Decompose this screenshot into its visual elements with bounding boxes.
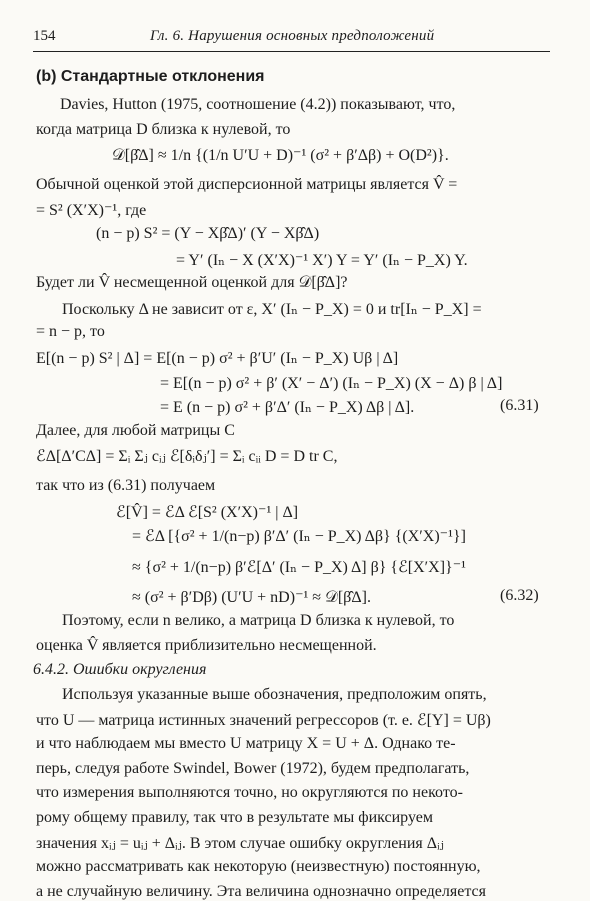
- equation-number: (6.32): [500, 587, 539, 605]
- equation: = ℰΔ [{σ² + 1/(n−p) β′Δ′ (Iₙ − P_X) Δβ} {(X′X)⁻¹}]: [132, 528, 466, 546]
- text-line: перь, следуя работе Swindel, Bower (1972), будем предполагать,: [36, 759, 470, 777]
- text-line: Далее, для любой матрицы C: [36, 421, 235, 439]
- subsection-title: 6.4.2. Ошибки округления: [33, 661, 207, 679]
- text-line: Поэтому, если n велико, а матрица D близка к нулевой, то: [62, 612, 455, 629]
- equation: = E[(n − p) σ² + β′ (X′ − Δ′) (Iₙ − P_X) (X − Δ) β | Δ]: [160, 374, 503, 392]
- equation: ≈ {σ² + 1/(n−p) β′ℰ[Δ′ (Iₙ − P_X) Δ] β} {ℰ[X′X]}⁻¹: [132, 558, 466, 576]
- text-line: Будет ли V̂ несмещенной оценкой для 𝒟[β̂Δ]?: [36, 274, 348, 292]
- page-number: 154: [33, 28, 56, 44]
- equation: = Y′ (Iₙ − X (X′X)⁻¹ X′) Y = Y′ (Iₙ − P_X) Y.: [176, 251, 468, 269]
- text-line: что измерения выполняются точно, но округляются по некото-: [36, 784, 463, 802]
- equation: (n − p) S² = (Y − Xβ̂Δ)′ (Y − Xβ̂Δ): [96, 225, 320, 242]
- text-line: оценка V̂ является приблизительно несмещенной.: [36, 636, 377, 654]
- text-line: и что наблюдаем мы вместо U матрицу X = U + Δ. Однако те-: [36, 735, 456, 752]
- section-title: (b) Стандартные отклонения: [36, 68, 265, 85]
- text-line: когда матрица D близка к нулевой, то: [36, 120, 291, 138]
- equation: ℰΔ[Δ′CΔ] = Σᵢ Σⱼ cᵢⱼ ℰ[δᵢδⱼ′] = Σᵢ cᵢᵢ D = D tr C,: [36, 448, 338, 466]
- text-line: можно рассматривать как некоторую (неизвестную) постоянную,: [36, 858, 481, 875]
- text-line: Поскольку Δ не зависит от ε, X′ (Iₙ − P_X) = 0 и tr[Iₙ − P_X] =: [62, 300, 482, 318]
- text-line: а не случайную величину. Эта величина однозначно определяется: [36, 882, 486, 900]
- text-line: Davies, Hutton (1975, соотношение (4.2)) показывают, что,: [60, 96, 456, 113]
- text-line: = S² (X′X)⁻¹, где: [36, 202, 147, 220]
- text-line: что U — матрица истинных значений регрессоров (т. е. ℰ[Y] = Uβ): [36, 712, 491, 730]
- text-line: рому общему правилу, так что в результате мы фиксируем: [36, 808, 433, 826]
- text-line: = n − p, то: [36, 323, 105, 341]
- text-line: Обычной оценкой этой дисперсионной матрицы является V̂ =: [36, 175, 458, 193]
- header-rule: [33, 51, 550, 52]
- text-line: значения xᵢⱼ = uᵢⱼ + Δᵢⱼ. В этом случае ошибку округления Δᵢⱼ: [36, 835, 444, 853]
- equation: 𝒟[β̂Δ] ≈ 1/n {(1/n U′U + D)⁻¹ (σ² + β′Δβ) + O(D²)}.: [112, 147, 449, 165]
- equation: ≈ (σ² + β′Dβ) (U′U + nD)⁻¹ ≈ 𝒟[β̂Δ].: [132, 589, 371, 607]
- equation: ℰ[V̂] = ℰΔ ℰ[S² (X′X)⁻¹ | Δ]: [116, 503, 299, 521]
- text-line: так что из (6.31) получаем: [36, 477, 216, 494]
- equation-number: (6.31): [500, 397, 539, 415]
- text-line: Используя указанные выше обозначения, предположим опять,: [62, 685, 487, 703]
- equation: = E (n − p) σ² + β′Δ′ (Iₙ − P_X) Δβ | Δ].: [160, 399, 415, 417]
- equation: E[(n − p) S² | Δ] = E[(n − p) σ² + β′U′ (Iₙ − P_X) Uβ | Δ]: [36, 350, 399, 367]
- running-title: Гл. 6. Нарушения основных предположений: [150, 28, 435, 44]
